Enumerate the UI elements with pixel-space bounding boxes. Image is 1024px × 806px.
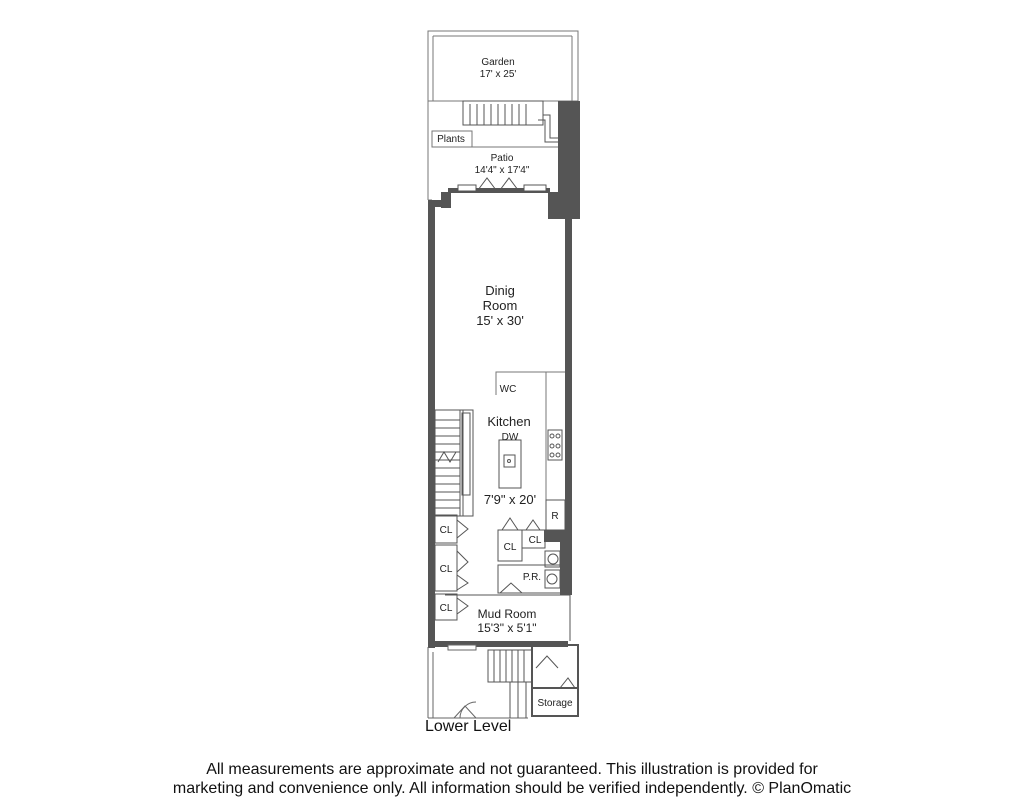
mud-room-dim: 15'3" x 5'1" bbox=[477, 621, 537, 635]
patio-label: Patio bbox=[490, 153, 514, 164]
wc-label: WC bbox=[499, 384, 517, 395]
plants-label: Plants bbox=[437, 134, 465, 145]
dining-label-2: Room bbox=[482, 298, 518, 313]
closet-label: CL bbox=[439, 603, 453, 614]
mud-room-label: Mud Room bbox=[477, 607, 537, 621]
dishwasher-label: DW bbox=[501, 432, 519, 443]
closet-label: CL bbox=[503, 542, 517, 553]
dining-label-1: Dinig bbox=[485, 283, 515, 298]
kitchen-dim: 7'9" x 20' bbox=[483, 492, 537, 507]
level-title: Lower Level bbox=[425, 718, 512, 735]
storage-label: Storage bbox=[537, 698, 573, 709]
stove-icon bbox=[548, 430, 562, 460]
powder-room-label: P.R. bbox=[522, 572, 542, 583]
disclaimer bbox=[0, 760, 1024, 798]
entry-stairs bbox=[488, 650, 532, 718]
refrigerator-label: R bbox=[551, 511, 559, 522]
garden-stairs bbox=[463, 101, 558, 142]
dining-dim: 15' x 30' bbox=[476, 313, 524, 328]
closet-label: CL bbox=[439, 564, 453, 575]
patio-dim: 14'4" x 17'4" bbox=[474, 165, 530, 176]
garden-label: Garden bbox=[481, 57, 515, 68]
kitchen-island bbox=[499, 440, 521, 488]
closet-label: CL bbox=[439, 525, 453, 536]
closet-label: CL bbox=[528, 535, 542, 546]
interior-stairs bbox=[435, 410, 473, 516]
disclaimer-line-2: marketing and convenience only. All information should be verified independently. © PlanOmatic bbox=[172, 780, 852, 797]
disclaimer-line-1: All measurements are approximate and not guaranteed. This illustration is provided for bbox=[206, 761, 818, 778]
garden-dim: 17' x 25' bbox=[479, 69, 517, 80]
kitchen-label: Kitchen bbox=[487, 414, 531, 429]
